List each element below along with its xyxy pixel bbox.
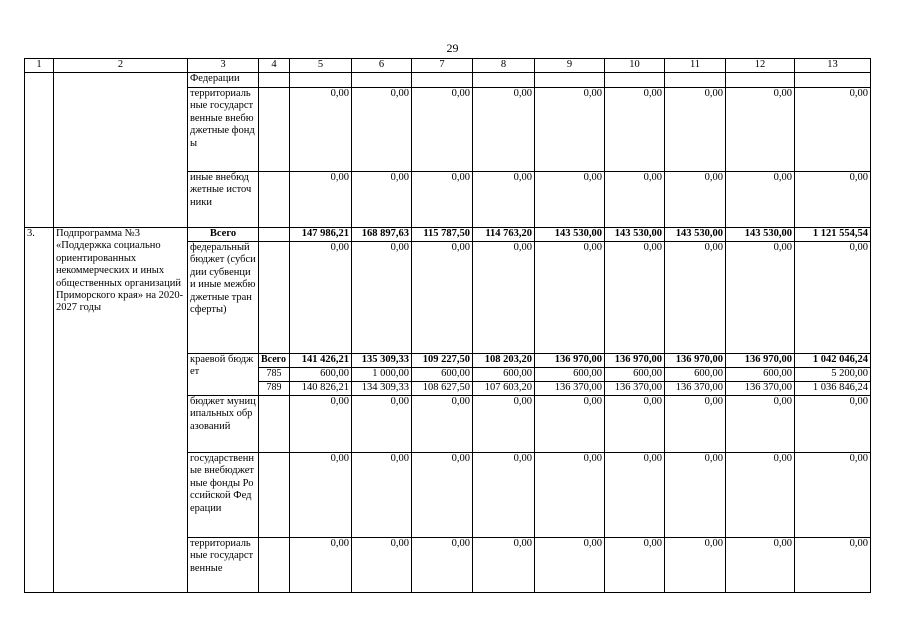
value-cell: 0,00 xyxy=(605,453,665,538)
value-cell: 0,00 xyxy=(535,88,605,172)
table-row xyxy=(25,228,871,242)
value-cell: 0,00 xyxy=(535,538,605,593)
code-cell xyxy=(259,453,290,538)
value-cell: 143 530,00 xyxy=(665,228,726,242)
value-cell: 143 530,00 xyxy=(535,228,605,242)
column-header: 8 xyxy=(473,59,535,73)
code-cell: 789 xyxy=(259,382,290,396)
code-cell: Всего xyxy=(259,354,290,368)
value-cell: 0,00 xyxy=(535,172,605,228)
value-cell: 0,00 xyxy=(473,172,535,228)
value-cell: 0,00 xyxy=(795,242,871,354)
value-cell: 0,00 xyxy=(535,453,605,538)
value-cell: 5 200,00 xyxy=(795,368,871,382)
value-cell: 0,00 xyxy=(795,538,871,593)
value-cell: 0,00 xyxy=(352,453,412,538)
code-cell: 785 xyxy=(259,368,290,382)
column-header: 7 xyxy=(412,59,473,73)
value-cell: 0,00 xyxy=(412,396,473,453)
value-cell: 0,00 xyxy=(795,88,871,172)
value-cell: 0,00 xyxy=(605,172,665,228)
value-cell: 0,00 xyxy=(665,88,726,172)
value-cell: 600,00 xyxy=(605,368,665,382)
code-cell xyxy=(259,88,290,172)
column-header: 6 xyxy=(352,59,412,73)
value-cell: 0,00 xyxy=(352,172,412,228)
source-cell: федеральный бюджет (субсидии субвенции иные межбюджетные трансферты) xyxy=(188,242,259,354)
value-cell: 0,00 xyxy=(665,538,726,593)
code-cell xyxy=(259,396,290,453)
column-header: 4 xyxy=(259,59,290,73)
value-cell: 0,00 xyxy=(726,88,795,172)
value-cell: 0,00 xyxy=(605,88,665,172)
value-cell: 0,00 xyxy=(352,242,412,354)
page-number: 29 xyxy=(446,41,459,55)
value-cell: 0,00 xyxy=(290,88,352,172)
value-cell: 143 530,00 xyxy=(605,228,665,242)
value-cell: 0,00 xyxy=(665,453,726,538)
value-cell: 0,00 xyxy=(473,88,535,172)
code-cell xyxy=(259,538,290,593)
value-cell: 136 370,00 xyxy=(665,382,726,396)
value-cell: 0,00 xyxy=(726,538,795,593)
value-cell: 108 627,50 xyxy=(412,382,473,396)
value-cell: 0,00 xyxy=(795,396,871,453)
column-header: 11 xyxy=(665,59,726,73)
column-header-row xyxy=(25,59,871,73)
value-cell: 136 370,00 xyxy=(605,382,665,396)
code-cell xyxy=(259,228,290,242)
column-header: 3 xyxy=(188,59,259,73)
value-cell: 136 370,00 xyxy=(726,382,795,396)
value-cell: 0,00 xyxy=(412,242,473,354)
value-cell: 0,00 xyxy=(726,396,795,453)
value-cell: 136 370,00 xyxy=(535,382,605,396)
value-cell: 147 986,21 xyxy=(290,228,352,242)
value-cell: 600,00 xyxy=(412,368,473,382)
value-cell: 108 203,20 xyxy=(473,354,535,368)
value-cell: 0,00 xyxy=(665,172,726,228)
column-header: 12 xyxy=(726,59,795,73)
value-cell: 0,00 xyxy=(290,396,352,453)
column-header: 13 xyxy=(795,59,871,73)
value-cell: 135 309,33 xyxy=(352,354,412,368)
value-cell: 0,00 xyxy=(290,172,352,228)
source-cell: бюджет муниципальных образований xyxy=(188,396,259,453)
value-cell: 0,00 xyxy=(665,242,726,354)
program-cell xyxy=(54,73,188,228)
value-cell: 0,00 xyxy=(473,538,535,593)
value-cell: 600,00 xyxy=(473,368,535,382)
source-cell: Всего xyxy=(188,228,259,242)
value-cell: 0,00 xyxy=(412,538,473,593)
value-cell: 114 763,20 xyxy=(473,228,535,242)
value-cell: 136 970,00 xyxy=(726,354,795,368)
column-header: 1 xyxy=(25,59,54,73)
source-cell: краевой бюджет xyxy=(188,354,259,396)
source-cell: иные внебюджетные источники xyxy=(188,172,259,228)
value-cell: 1 042 046,24 xyxy=(795,354,871,368)
value-cell: 600,00 xyxy=(726,368,795,382)
column-header: 5 xyxy=(290,59,352,73)
value-cell: 600,00 xyxy=(290,368,352,382)
value-cell: 140 826,21 xyxy=(290,382,352,396)
value-cell: 0,00 xyxy=(795,453,871,538)
row-number: 3. xyxy=(25,228,54,593)
value-cell: 0,00 xyxy=(290,538,352,593)
code-cell xyxy=(259,172,290,228)
value-cell: 0,00 xyxy=(352,396,412,453)
value-cell: 1 121 554,54 xyxy=(795,228,871,242)
value-cell: 0,00 xyxy=(605,396,665,453)
value-cell: 0,00 xyxy=(726,172,795,228)
value-cell: 0,00 xyxy=(665,396,726,453)
value-cell: 0,00 xyxy=(535,396,605,453)
value-cell: 136 970,00 xyxy=(605,354,665,368)
value-cell: 0,00 xyxy=(412,453,473,538)
value-cell: 0,00 xyxy=(473,453,535,538)
value-cell: 0,00 xyxy=(605,242,665,354)
column-header: 10 xyxy=(605,59,665,73)
value-cell: 143 530,00 xyxy=(726,228,795,242)
value-cell: 134 309,33 xyxy=(352,382,412,396)
value-cell: 168 897,63 xyxy=(352,228,412,242)
code-cell xyxy=(259,73,290,88)
value-cell: 0,00 xyxy=(352,88,412,172)
program-name: Подпрограмма №3 «Поддержка социально ориентированных некоммерческих и иных общественных организаций Приморского края» на 2020-2027 годы xyxy=(54,228,188,593)
source-cell: территориальные государственные xyxy=(188,538,259,593)
value-cell: 0,00 xyxy=(535,242,605,354)
value-cell: 0,00 xyxy=(605,538,665,593)
number-cell xyxy=(25,73,54,228)
value-cell: 0,00 xyxy=(412,88,473,172)
value-cell: 0,00 xyxy=(352,538,412,593)
value-cell: 0,00 xyxy=(795,172,871,228)
source-cell: территориальные государственные внебюджетные фонды xyxy=(188,88,259,172)
value-cell: 600,00 xyxy=(665,368,726,382)
value-cell: 109 227,50 xyxy=(412,354,473,368)
value-cell: 0,00 xyxy=(290,242,352,354)
value-cell: 136 970,00 xyxy=(665,354,726,368)
value-cell: 600,00 xyxy=(535,368,605,382)
source-cell: Федерации xyxy=(188,73,259,88)
value-cell: 0,00 xyxy=(473,242,535,354)
column-header: 9 xyxy=(535,59,605,73)
value-cell: 0,00 xyxy=(726,453,795,538)
value-cell: 1 000,00 xyxy=(352,368,412,382)
value-cell: 0,00 xyxy=(473,396,535,453)
value-cell: 0,00 xyxy=(290,453,352,538)
value-cell: 107 603,20 xyxy=(473,382,535,396)
table-row xyxy=(25,73,871,88)
code-cell xyxy=(259,242,290,354)
column-header: 2 xyxy=(54,59,188,73)
value-cell: 0,00 xyxy=(726,242,795,354)
value-cell: 136 970,00 xyxy=(535,354,605,368)
value-cell: 0,00 xyxy=(412,172,473,228)
value-cell: 141 426,21 xyxy=(290,354,352,368)
source-cell: государственные внебюджетные фонды Российской Федерации xyxy=(188,453,259,538)
value-cell: 115 787,50 xyxy=(412,228,473,242)
value-cell: 1 036 846,24 xyxy=(795,382,871,396)
budget-table xyxy=(24,58,871,593)
